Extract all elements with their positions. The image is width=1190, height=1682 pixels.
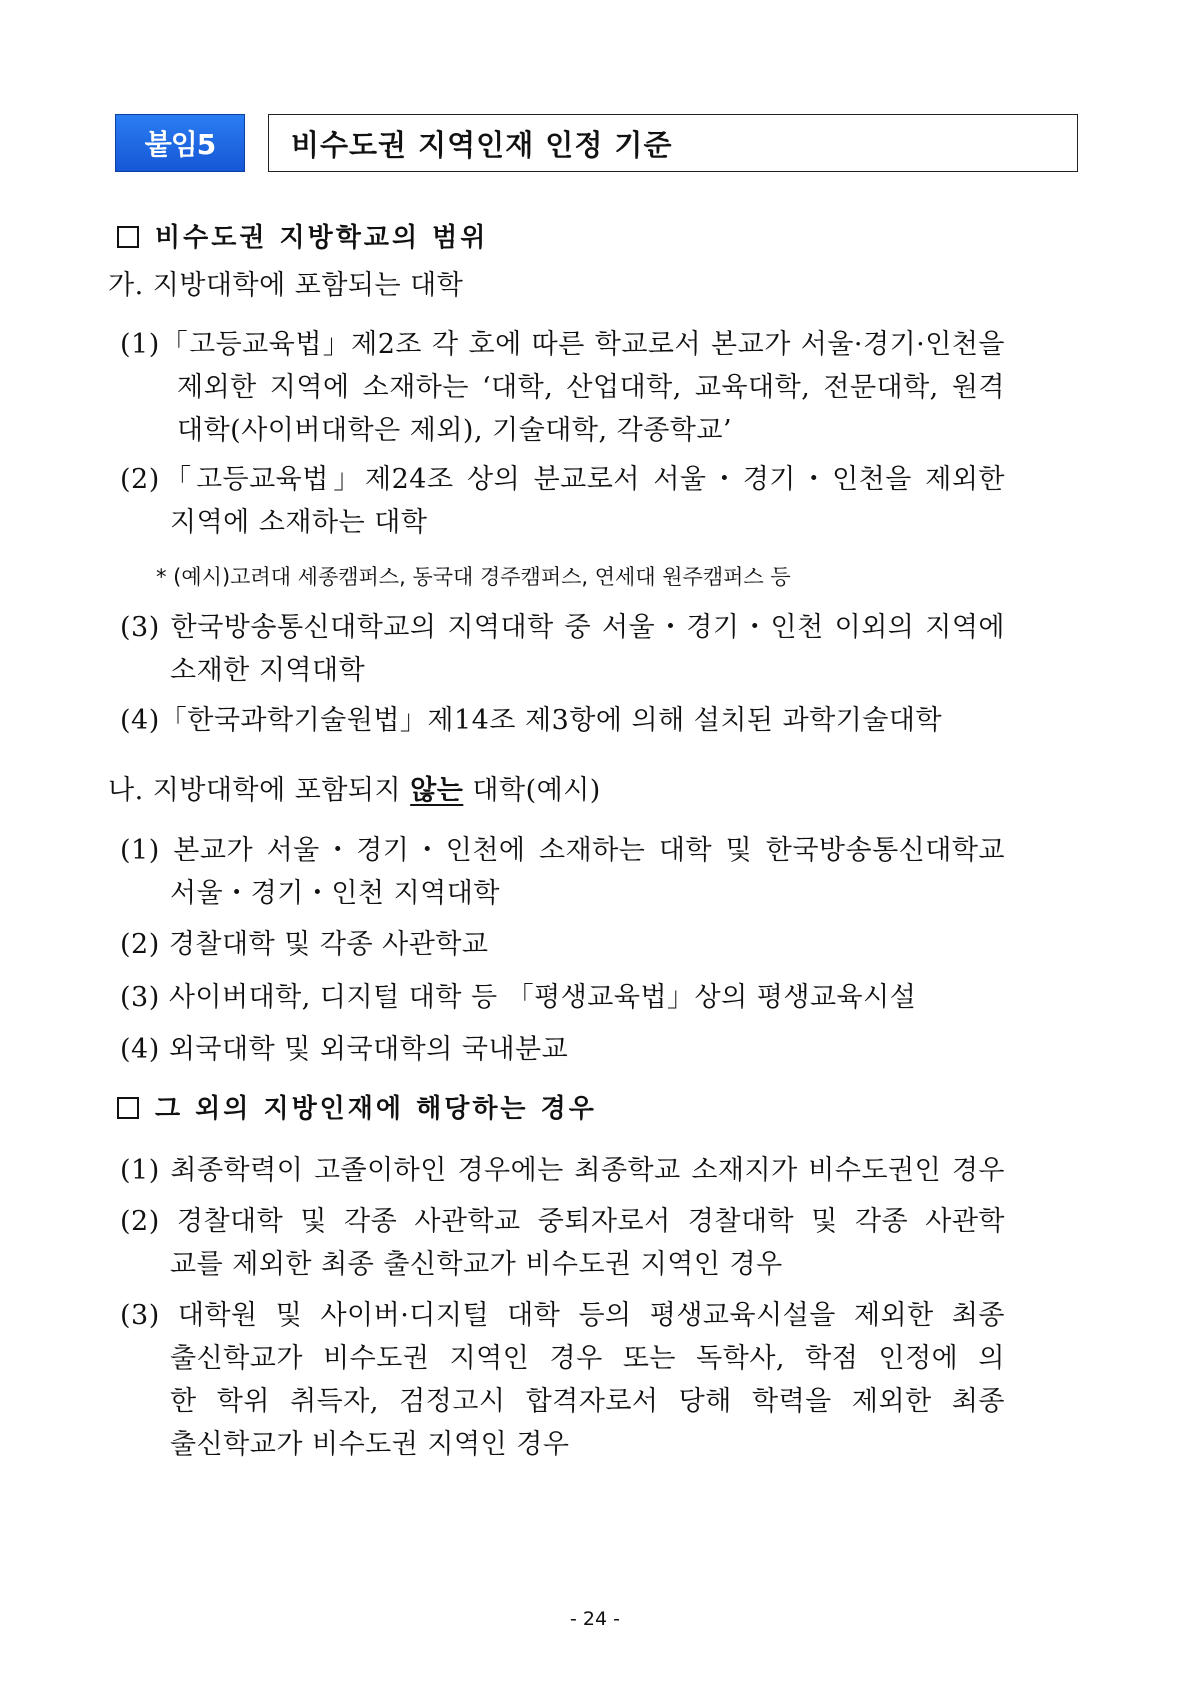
- item-b1-line1: (1) 본교가 서울・경기・인천에 소재하는 대학 및 한국방송통신대학교: [120, 835, 1005, 866]
- item-c3-line4: 출신학교가 비수도권 지역인 경우: [170, 1429, 570, 1460]
- checkbox-square-icon: [117, 1097, 139, 1119]
- item-c3-line2: 출신학교가 비수도권 지역인 경우 또는 독학사, 학점 인정에 의: [170, 1343, 1005, 1374]
- item-b2: (2) 경찰대학 및 각종 사관학교: [120, 929, 489, 960]
- item-a3-line2: 소재한 지역대학: [170, 655, 366, 686]
- heading-b-pre: 나. 지방대학에 포함되지: [108, 775, 411, 806]
- section-heading-1: [117, 217, 488, 254]
- item-b3: (3) 사이버대학, 디지털 대학 등 「평생교육법」상의 평생교육시설: [120, 982, 917, 1013]
- subsection-heading-a: 가. 지방대학에 포함되는 대학: [108, 270, 464, 301]
- item-c2-line2: 교를 제외한 최종 출신학교가 비수도권 지역인 경우: [170, 1249, 783, 1280]
- attachment-badge: 붙임5: [115, 114, 245, 172]
- item-a4: (4)「한국과학기술원법」제14조 제3항에 의해 설치된 과학기술대학: [120, 705, 943, 736]
- item-b4: (4) 외국대학 및 외국대학의 국내분교: [120, 1034, 569, 1065]
- item-a1-line2: 제외한 지역에 소재하는 ‘대학, 산업대학, 교육대학, 전문대학, 원격: [177, 372, 1005, 403]
- item-a2-line1: (2)「고등교육법」제24조 상의 분교로서 서울・경기・인천을 제외한: [120, 464, 1005, 495]
- item-a3-line1: (3) 한국방송통신대학교의 지역대학 중 서울・경기・인천 이외의 지역에: [120, 612, 1005, 643]
- document-header: [115, 114, 1078, 172]
- item-b1-line2: 서울・경기・인천 지역대학: [170, 878, 500, 909]
- page-title: 비수도권 지역인재 인정 기준: [268, 114, 1078, 172]
- section-heading-text: 그 외의 지방인재에 해당하는 경우: [155, 1094, 597, 1124]
- item-c1: (1) 최종학력이 고졸이하인 경우에는 최종학교 소재지가 비수도권인 경우: [120, 1155, 1005, 1186]
- section-heading-2: [117, 1088, 597, 1125]
- page-number: - 24 -: [570, 1608, 620, 1630]
- example-note: * (예시)고려대 세종캠퍼스, 동국대 경주캠퍼스, 연세대 원주캠퍼스 등: [156, 565, 791, 589]
- item-a2-line2: 지역에 소재하는 대학: [170, 507, 428, 538]
- subsection-heading-b: [108, 768, 601, 807]
- item-a1-line3: 대학(사이버대학은 제외), 기술대학, 각종학교’: [177, 415, 733, 446]
- item-a1-line1: (1)「고등교육법」제2조 각 호에 따른 학교로서 본교가 서울·경기·인천을: [120, 329, 1005, 360]
- checkbox-square-icon: [117, 226, 139, 248]
- item-c3-line1: (3) 대학원 및 사이버·디지털 대학 등의 평생교육시설을 제외한 최종: [120, 1300, 1005, 1331]
- heading-b-post: 대학(예시): [463, 775, 601, 806]
- item-c2-line1: (2) 경찰대학 및 각종 사관학교 중퇴자로서 경찰대학 및 각종 사관학: [120, 1206, 1005, 1237]
- item-c3-line3: 한 학위 취득자, 검정고시 합격자로서 당해 학력을 제외한 최종: [170, 1386, 1005, 1417]
- section-heading-text: 비수도권 지방학교의 범위: [155, 223, 489, 253]
- heading-b-emphasis: 않는: [410, 775, 464, 806]
